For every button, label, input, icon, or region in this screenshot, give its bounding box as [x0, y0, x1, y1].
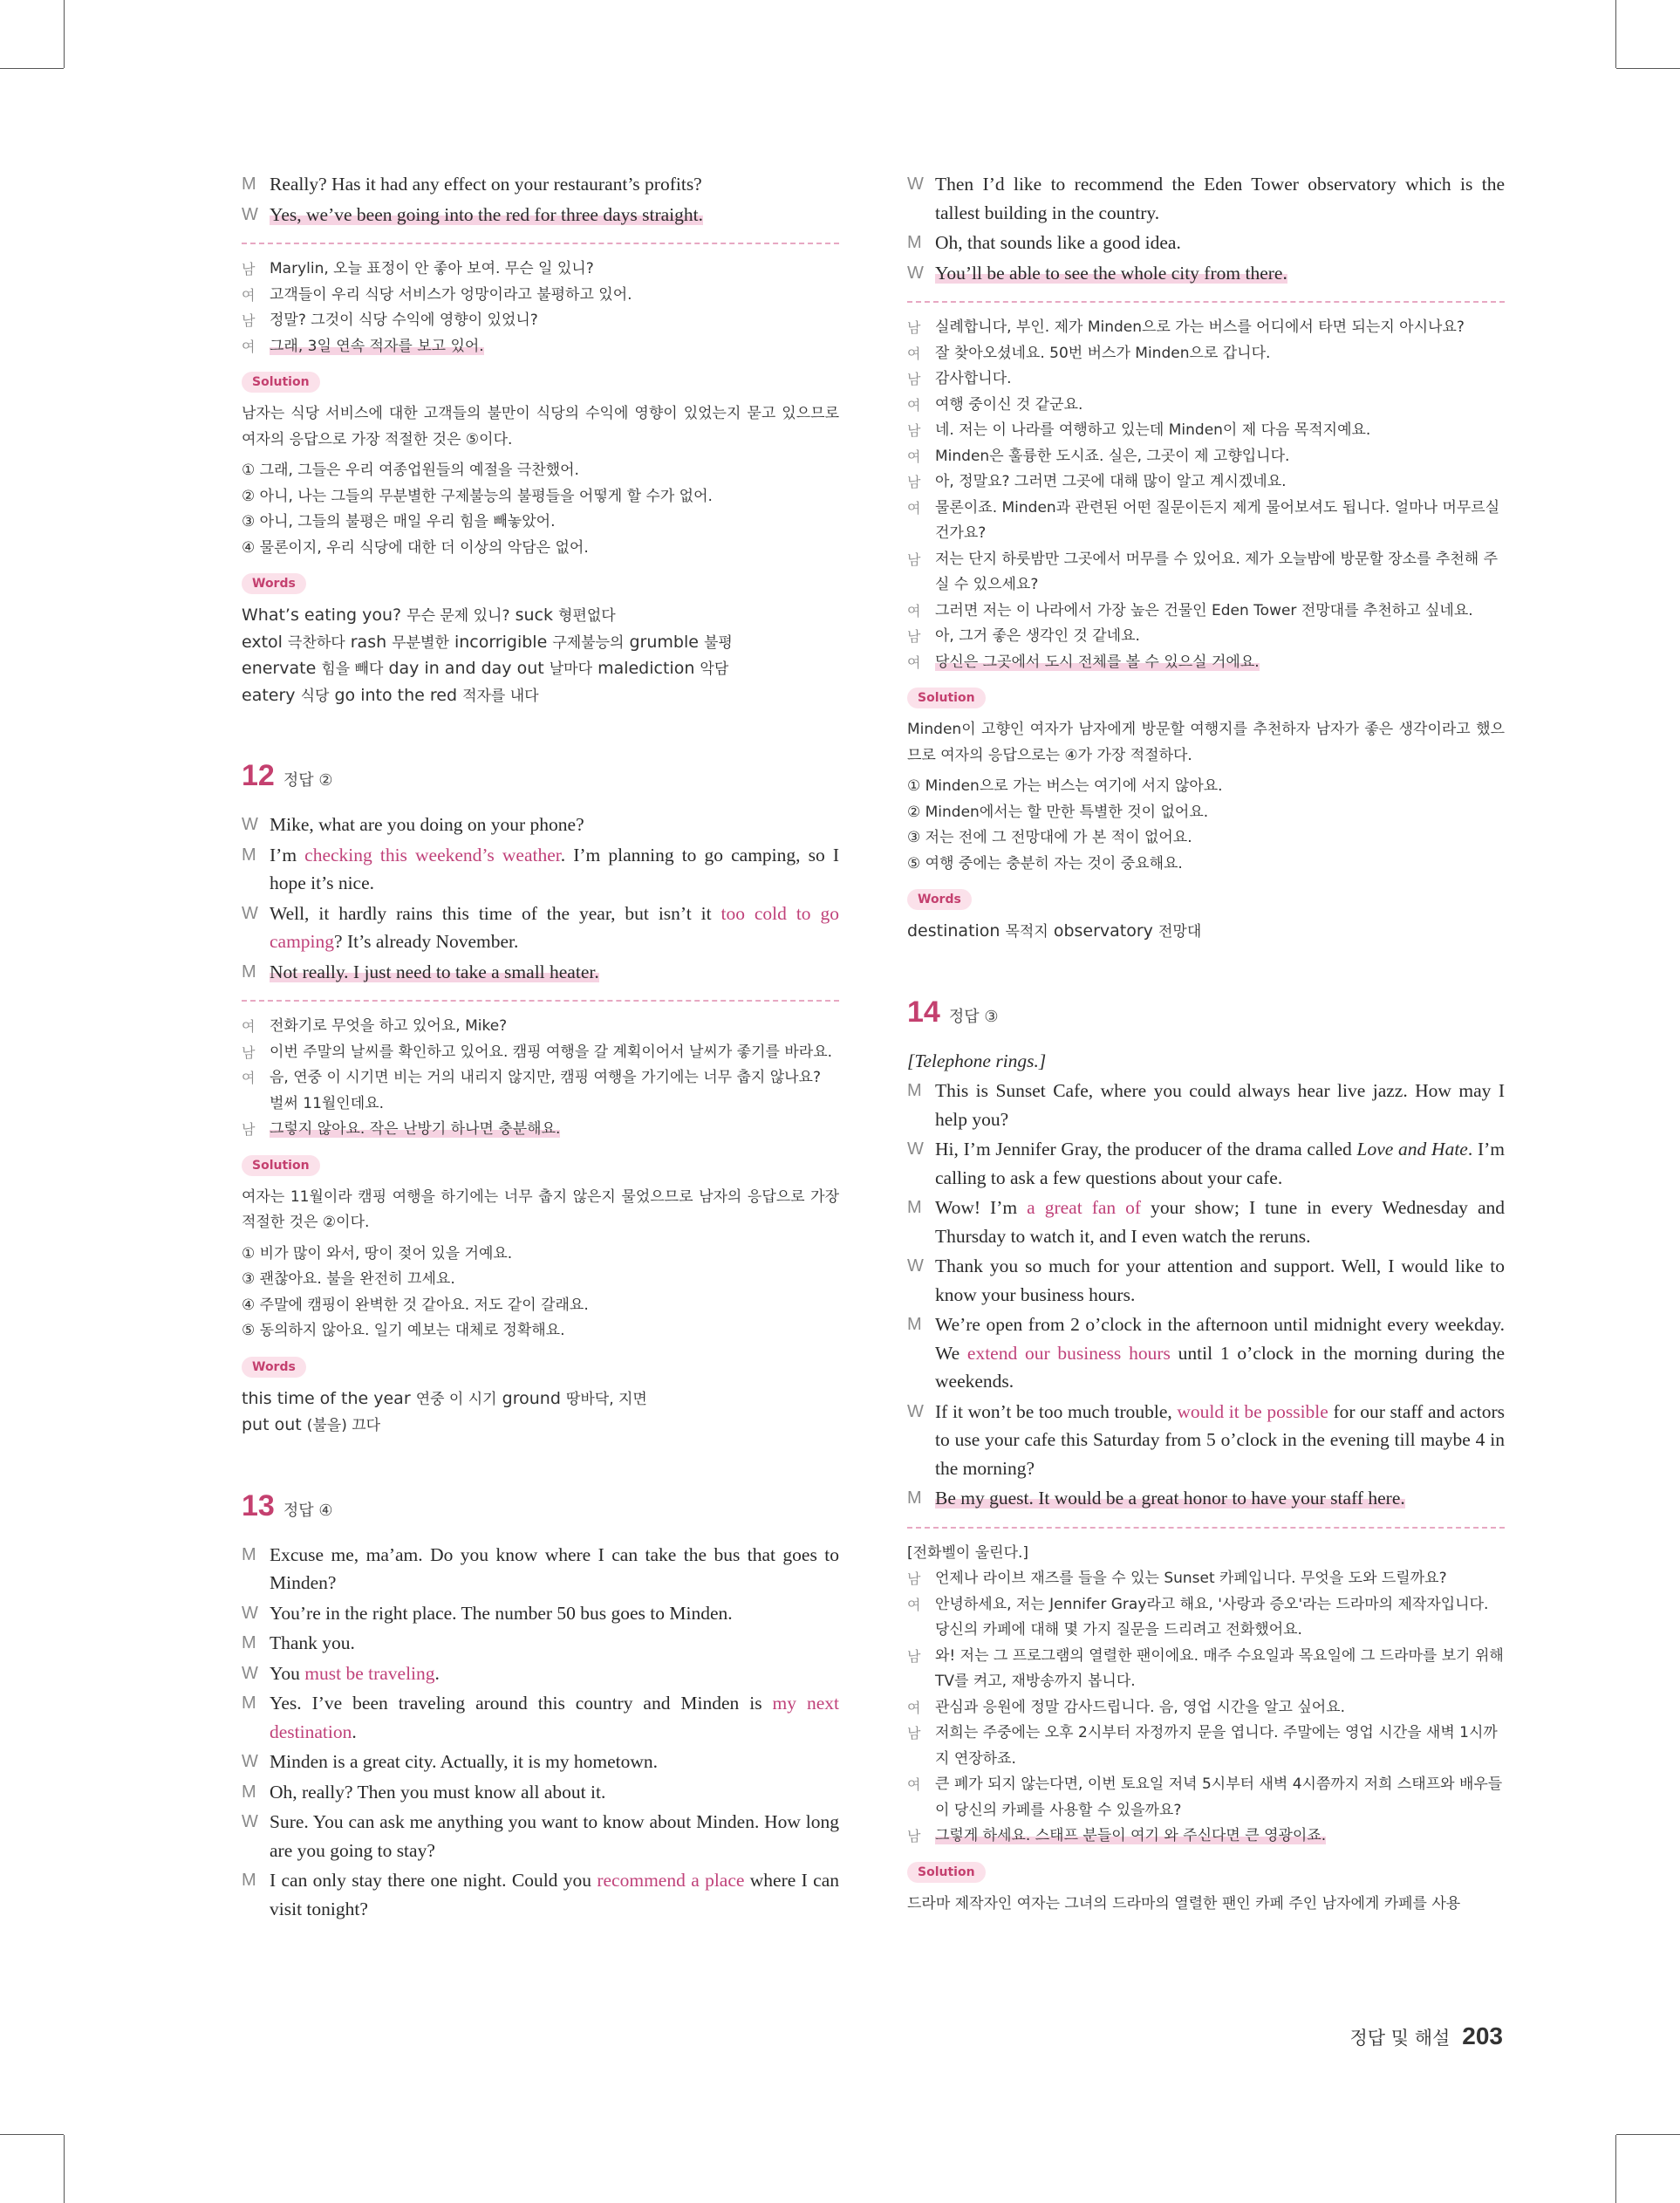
dialogue-line: [242, 257, 839, 283]
q14-dialogue-en: [907, 1047, 1505, 1513]
line-text: [전화벨이 울린다.]: [907, 1543, 1029, 1562]
line-text: We’re open from 2 o’clock in the afternoon until midnight every weekday. We: [935, 1314, 1505, 1364]
answer-label: 정답 ②: [283, 771, 333, 790]
highlighted-text: 당신은 그곳에서 도시 전체를 볼 수 있으실 거에요.: [935, 653, 1260, 671]
line-text: 물론이죠. Minden과 관련된 어떤 질문이든지 제게 물어보셔도 됩니다. 얼마나 머무르실 건가요?: [935, 498, 1500, 542]
speaker-label: 남: [907, 1725, 921, 1741]
speaker-label: M: [907, 233, 922, 252]
key-phrase: too cold to go camping: [270, 902, 839, 952]
dialogue-line: [242, 1866, 839, 1923]
section-divider: [242, 243, 839, 244]
line-text: .: [352, 1721, 357, 1742]
answer-option: ③ 아니, 그들의 불평은 매일 우리 힘을 빼놓았어.: [242, 513, 556, 530]
speaker-label: W: [907, 1256, 924, 1276]
speaker-label: 여: [242, 1070, 256, 1086]
solution-badge: Solution: [907, 688, 986, 708]
speaker-label: 남: [907, 628, 921, 645]
word-row: [242, 1413, 839, 1440]
word-row: [242, 656, 839, 683]
crop-mark: [0, 2134, 64, 2135]
words-badge: Words: [242, 573, 306, 594]
crop-mark: [64, 0, 65, 68]
page-footer: [1350, 2022, 1504, 2050]
word-row: [242, 603, 839, 630]
word-ko: 식당: [300, 687, 330, 705]
line-text: I’m: [270, 844, 305, 865]
section-divider: [242, 1000, 839, 1002]
line-text: 음, 연중 이 시기면 비는 거의 내리지 않지만, 캠핑 여행을 가기에는 너무 춥지 않나요? 벌써 11월인데요.: [270, 1069, 822, 1112]
line-text: 와! 저는 그 프로그램의 열렬한 팬이에요. 매주 수요일과 목요일에 그 드라마를 보기 위해 TV를 켜고, 재방송까지 봅니다.: [935, 1646, 1504, 1690]
speaker-label: M: [242, 961, 256, 982]
answer-option: ① 비가 많이 와서, 땅이 젖어 있을 거예요.: [242, 1244, 513, 1262]
line-text: I can only stay there one night. Could you: [270, 1870, 598, 1891]
dialogue-line: [907, 315, 1505, 341]
speaker-label: 남: [907, 474, 921, 490]
q11-option-list: [242, 458, 839, 561]
speaker-label: 여: [242, 1018, 256, 1035]
line-text: If it won’t be too much trouble,: [935, 1400, 1178, 1422]
speaker-label: 여: [907, 602, 921, 619]
highlighted-text: You’ll be able to see the whole city from there.: [935, 262, 1287, 284]
q14-dialogue-ko: [907, 1541, 1505, 1850]
highlighted-text: Not really. I just need to take a small heater.: [270, 961, 599, 982]
line-text: Minden은 훌륭한 도시죠. 실은, 그곳이 제 고향입니다.: [935, 447, 1290, 465]
dialogue-line: [907, 1077, 1505, 1133]
line-text: Well, it hardly rains this time of the year, but isn’t it: [270, 902, 721, 924]
dialogue-line: [907, 1592, 1505, 1644]
dialogue-line: [242, 1117, 839, 1143]
dialogue-line: [907, 650, 1505, 676]
speaker-label: W: [907, 1139, 924, 1159]
speaker-label: W: [242, 1812, 258, 1831]
dialogue-line: [242, 1808, 839, 1864]
words-badge: Words: [907, 889, 972, 910]
dialogue-line: [907, 1310, 1505, 1396]
answer-option: ⑤ 동의하지 않아요. 일기 예보는 대체로 정확해요.: [242, 1322, 565, 1339]
speaker-label: 여: [907, 499, 921, 517]
q12-dialogue-ko: [242, 1014, 839, 1143]
dialogue-line: [907, 366, 1505, 393]
section-divider: [907, 301, 1505, 303]
italic-title: Love and Hate: [1356, 1139, 1468, 1160]
word-en: day in and day out: [388, 659, 550, 678]
word-ko: (불을) 끄다: [306, 1417, 381, 1434]
q12-dialogue-en: [242, 811, 839, 986]
dialogue-line: [907, 393, 1505, 419]
highlighted-text: 그렇지 않아요. 작은 난방기 하나면 충분해요.: [270, 1120, 561, 1138]
dialogue-line: [242, 1014, 839, 1040]
word-en: destination: [907, 921, 1006, 941]
word-en: eatery: [242, 685, 301, 705]
speaker-label: 남: [907, 1828, 921, 1844]
line-text: Excuse me, ma’am. Do you know where I can take the bus that goes to Minden?: [270, 1543, 839, 1593]
dialogue-line: [907, 547, 1505, 599]
word-en: rash: [350, 632, 393, 652]
speaker-label: W: [907, 263, 924, 283]
dialogue-line: [907, 496, 1505, 547]
speaker-label: M: [242, 845, 256, 865]
word-ko: 날마다: [549, 660, 593, 678]
q13-heading: [242, 1488, 839, 1529]
word-en: malediction: [598, 659, 700, 678]
line-text: You’re in the right place. The number 50 bus goes to Minden.: [270, 1602, 733, 1624]
q13-dialogue-ko: [907, 315, 1505, 675]
line-text: 저는 단지 하룻밤만 그곳에서 머무를 수 있어요. 제가 오늘밤에 방문할 장소를 추천해 주실 수 있으세요?: [935, 550, 1499, 593]
q13-option-list: [907, 774, 1505, 877]
speaker-label: M: [242, 1693, 256, 1713]
line-text: 아, 그거 좋은 생각인 것 같네요.: [935, 627, 1140, 645]
word-en: What’s eating you?: [242, 605, 407, 625]
line-text: 감사합니다.: [935, 370, 1012, 387]
speaker-label: 남: [907, 371, 921, 387]
footer-label: 정답 및 해설: [1349, 2028, 1451, 2049]
line-text: Thank you so much for your attention and support. Well, I would like to know your business hours.: [935, 1255, 1505, 1305]
dialogue-line: [907, 1721, 1505, 1772]
speaker-label: 여: [907, 1596, 921, 1613]
line-text: 저희는 주중에는 오후 2시부터 자정까지 문을 엽니다. 주말에는 영업 시간을 새벽 1시까지 연장하죠.: [935, 1724, 1498, 1768]
dialogue-line: [242, 1748, 839, 1776]
speaker-label: M: [907, 1488, 922, 1508]
line-text: Yes. I’ve been traveling around this country and Minden is: [270, 1693, 773, 1714]
question-number: 13: [242, 1488, 275, 1522]
answer-label: 정답 ④: [283, 1501, 333, 1520]
speaker-label: M: [242, 1871, 256, 1890]
dialogue-line: [242, 841, 839, 898]
dialogue-line: [907, 1398, 1505, 1483]
speaker-label: 남: [907, 319, 921, 336]
speaker-label: 여: [907, 1776, 921, 1793]
word-ko: 구제불능의: [552, 633, 625, 652]
word-row: [242, 630, 839, 657]
speaker-label: 여: [907, 448, 921, 465]
q12-heading: [242, 758, 839, 798]
line-text: .: [434, 1662, 440, 1684]
line-text: Oh, really? Then you must know all about it.: [270, 1781, 606, 1803]
q11-word-list: [242, 603, 839, 709]
line-text: 전화기로 무엇을 하고 있어요, Mike?: [270, 1017, 508, 1035]
q11-dialogue-en: [242, 170, 839, 229]
q13-solution-text: Minden이 고향인 여자가 남자에게 방문할 여행지를 추천하자 남자가 좋은 생각이라고 했으므로 여자의 응답으로는 ④가 가장 적절하다.: [907, 721, 1505, 764]
line-text: Hi, I’m Jennifer Gray, the producer of the drama called: [935, 1139, 1357, 1160]
speaker-label: M: [242, 1544, 256, 1564]
q13-dialogue-en-continued: [907, 170, 1505, 287]
line-text: Minden is a great city. Actually, it is my hometown.: [270, 1751, 659, 1772]
word-ko: 목적지: [1005, 923, 1048, 941]
line-text: 네. 저는 이 나라를 여행하고 있는데 Minden이 제 다음 목적지예요.: [935, 421, 1371, 439]
word-ko: 땅바닥, 지면: [565, 1390, 647, 1408]
line-text: 언제나 라이브 재즈를 들을 수 있는 Sunset 카페입니다. 무엇을 도와 드릴까요?: [935, 1570, 1447, 1587]
speaker-label: W: [242, 204, 258, 224]
word-ko: 형편없다: [558, 607, 616, 625]
stage-direction: [907, 1541, 1505, 1567]
speaker-label: 남: [242, 1043, 256, 1061]
speaker-label: 남: [907, 551, 921, 568]
speaker-label: W: [242, 1663, 258, 1683]
q12-solution-text: 여자는 11월이라 캠핑 여행을 하기에는 너무 춥지 않은지 물었으므로 남자의 응답으로 가장 적절한 것은 ②이다.: [242, 1187, 839, 1231]
word-ko: 극찬하다: [288, 633, 345, 652]
dialogue-line: [242, 1778, 839, 1807]
crop-mark: [1616, 68, 1680, 69]
speaker-label: 여: [907, 653, 921, 671]
dialogue-line: [242, 1629, 839, 1658]
word-row: [907, 919, 1505, 946]
speaker-label: M: [242, 1782, 256, 1802]
dialogue-line: [907, 1566, 1505, 1592]
line-text: 안녕하세요, 저는 Jennifer Gray라고 해요, '사랑과 증오'라는 드라마의 제작자입니다. 당신의 카페에 대해 몇 가지 질문을 드리려고 전화했어요.: [935, 1595, 1489, 1639]
speaker-label: 남: [907, 1570, 921, 1587]
speaker-label: 남: [242, 1121, 256, 1138]
question-number: 14: [907, 995, 940, 1029]
line-text: . I’m planning to go camping, so I hope it’s nice.: [270, 844, 840, 893]
line-text: Sure. You can ask me anything you want to know about Minden. How long are you going to stay?: [270, 1811, 839, 1861]
key-phrase: extend our business hours: [966, 1342, 1171, 1364]
dialogue-line: [242, 308, 839, 334]
speaker-label: M: [242, 1633, 256, 1652]
line-text: Then I’d like to recommend the Eden Tower observatory which is the tallest building in the country.: [935, 174, 1505, 223]
key-phrase: recommend a place: [597, 1870, 745, 1891]
speaker-label: W: [242, 1752, 258, 1771]
word-ko: 힘을 빼다: [321, 660, 384, 678]
dialogue-line: [242, 1599, 839, 1628]
speaker-label: 여: [907, 396, 921, 414]
dialogue-line: [907, 469, 1505, 496]
speaker-label: M: [907, 1315, 922, 1334]
key-phrase: a great fan of: [1027, 1197, 1142, 1218]
dialogue-line: [907, 1823, 1505, 1850]
word-en: extol: [242, 632, 288, 652]
speaker-label: M: [907, 1198, 922, 1217]
line-text: 이번 주말의 날씨를 확인하고 있어요. 캠핑 여행을 갈 계획이어서 날씨가 좋기를 바라요.: [270, 1043, 833, 1061]
word-en: this time of the year: [242, 1388, 416, 1408]
dialogue-line: [907, 259, 1505, 288]
answer-option: ⑤ 여행 중에는 충분히 자는 것이 중요해요.: [907, 854, 1183, 872]
q11-dialogue-ko: [242, 257, 839, 359]
line-text: 아, 정말요? 그러면 그곳에 대해 많이 알고 계시겠네요.: [935, 473, 1287, 490]
key-phrase: would it be possible: [1177, 1400, 1328, 1422]
speaker-label: 남: [907, 422, 921, 439]
speaker-label: 남: [907, 1647, 921, 1665]
dialogue-line: [907, 229, 1505, 257]
word-en: enervate: [242, 659, 322, 678]
dialogue-line: [242, 201, 839, 229]
word-en: put out: [242, 1415, 307, 1434]
word-en: suck: [515, 605, 558, 625]
key-phrase: checking this weekend’s weather: [304, 844, 561, 865]
q12-option-list: [242, 1242, 839, 1344]
dialogue-line: [242, 1541, 839, 1598]
words-badge: Words: [242, 1357, 306, 1378]
speaker-label: 여: [242, 286, 256, 304]
speaker-label: M: [907, 1081, 922, 1100]
line-text: You: [270, 1662, 305, 1684]
crop-mark: [64, 2135, 65, 2203]
highlighted-text: 그렇게 하세요. 스태프 분들이 여기 와 주신다면 큰 영광이죠.: [935, 1827, 1327, 1844]
line-text: . I’m calling to ask a few questions about your cafe.: [935, 1139, 1506, 1188]
line-text: Oh, that sounds like a good idea.: [935, 232, 1181, 253]
answer-option: ① 그래, 그들은 우리 여종업원들의 예절을 극찬했어.: [242, 462, 579, 479]
dialogue-line: [907, 444, 1505, 470]
word-row: [242, 1386, 839, 1413]
speaker-label: W: [242, 815, 258, 834]
highlighted-text: Yes, we’ve been going into the red for three days straight.: [270, 203, 703, 225]
dialogue-line: [907, 170, 1505, 227]
key-phrase: my next destination: [270, 1693, 839, 1742]
word-ko: 전망대: [1158, 923, 1202, 941]
speaker-label: W: [242, 903, 258, 923]
speaker-label: W: [907, 174, 924, 194]
line-text: Thank you.: [270, 1632, 355, 1653]
highlighted-text: Be my guest. It would be a great honor to have your staff here.: [935, 1488, 1405, 1509]
page-number: 203: [1462, 2022, 1503, 2049]
line-text: This is Sunset Cafe, where you could always hear live jazz. How may I help you?: [935, 1080, 1505, 1130]
speaker-label: M: [242, 174, 256, 194]
answer-label: 정답 ③: [948, 1007, 999, 1026]
line-text: ? It’s already November.: [334, 931, 519, 952]
q14-solution-text: 드라마 제작자인 여자는 그녀의 드라마의 열렬한 팬인 카페 주인 남자에게 카페를 사용: [907, 1894, 1461, 1912]
line-text: Wow! I’m: [935, 1197, 1028, 1218]
q14-heading: [907, 995, 1505, 1035]
speaker-label: 여: [907, 1699, 921, 1716]
section-divider: [907, 1527, 1505, 1529]
answer-option: ① Minden으로 가는 버스는 여기에 서지 않아요.: [907, 777, 1223, 795]
left-column: [242, 170, 839, 1925]
line-text: 그러면 저는 이 나라에서 가장 높은 건물인 Eden Tower 전망대를 추천하고 싶네요.: [935, 601, 1473, 619]
line-text: 실례합니다, 부인. 제가 Minden으로 가는 버스를 어디에서 타면 되는지 아시나요?: [935, 318, 1465, 336]
answer-option: ② Minden에서는 할 만한 특별한 것이 없어요.: [907, 803, 1209, 821]
word-ko: 무분별한: [392, 633, 449, 652]
line-text: Marylin, 오늘 표정이 안 좋아 보여. 무슨 일 있니?: [270, 260, 594, 277]
line-text: 고객들이 우리 식당 서비스가 엉망이라고 불평하고 있어.: [270, 285, 632, 304]
word-ko: 무슨 문제 있니?: [406, 607, 510, 625]
highlighted-text: 그래, 3일 연속 적자를 보고 있어.: [270, 337, 484, 355]
crop-mark: [1616, 2134, 1680, 2135]
word-en: incorrigible: [454, 632, 553, 652]
right-column: [907, 170, 1505, 1917]
word-en: grumble: [629, 632, 704, 652]
word-ko: 연중 이 시기: [415, 1390, 497, 1408]
dialogue-line: [907, 1135, 1505, 1192]
line-text: 잘 찾아오셨네요. 50번 버스가 Minden으로 갑니다.: [935, 344, 1271, 362]
crop-mark: [0, 68, 64, 69]
question-number: 12: [242, 759, 275, 792]
solution-badge: Solution: [242, 372, 320, 393]
answer-option: ③ 괜찮아요. 불을 완전히 끄세요.: [242, 1270, 455, 1288]
speaker-label: 여: [242, 338, 256, 355]
line-text: 관심과 응원에 정말 감사드립니다. 음, 영업 시간을 알고 싶어요.: [935, 1698, 1345, 1716]
dialogue-line: [242, 334, 839, 360]
key-phrase: must be traveling: [304, 1662, 435, 1684]
line-text: for our staff and actors to use your cafe this Saturday from 5 o’clock in the evening till maybe 4 in the morning?: [935, 1400, 1506, 1479]
dialogue-line: [907, 1194, 1505, 1250]
stage-direction: [907, 1047, 1505, 1076]
dialogue-line: [242, 1040, 839, 1066]
line-text: where I can visit tonight?: [270, 1870, 839, 1919]
line-text: Mike, what are you doing on your phone?: [270, 814, 584, 835]
dialogue-line: [242, 1689, 839, 1746]
q11-solution-text: 남자는 식당 서비스에 대한 고객들의 불만이 식당의 수익에 영향이 있었는지 묻고 있으므로 여자의 응답으로 가장 적절한 것은 ⑤이다.: [242, 405, 839, 448]
speaker-label: 남: [242, 261, 256, 277]
speaker-label: W: [907, 1401, 924, 1421]
speaker-label: 남: [242, 312, 256, 329]
answer-option: ④ 주말에 캠핑이 완벽한 것 같아요. 저도 같이 갈래요.: [242, 1296, 589, 1314]
q13-dialogue-en: [242, 1541, 839, 1924]
solution-badge: Solution: [907, 1862, 986, 1883]
word-row: [242, 683, 839, 710]
dialogue-line: [242, 170, 839, 199]
solution-badge: Solution: [242, 1155, 320, 1176]
dialogue-line: [242, 1659, 839, 1688]
speaker-label: W: [242, 1603, 258, 1623]
answer-option: ④ 물론이지, 우리 식당에 대한 더 이상의 악담은 없어.: [242, 538, 589, 557]
dialogue-line: [907, 599, 1505, 625]
answer-option: ② 아니, 나는 그들의 무분별한 구제불능의 불평들을 어떻게 할 수가 없어.: [242, 487, 713, 505]
dialogue-line: [242, 811, 839, 839]
crop-mark: [1615, 0, 1616, 68]
word-ko: 악담: [700, 660, 729, 678]
dialogue-line: [907, 1484, 1505, 1513]
dialogue-line: [907, 624, 1505, 650]
line-text: 큰 폐가 되지 않는다면, 이번 토요일 저녁 5시부터 새벽 4시쯤까지 저희 스태프와 배우들이 당신의 카페를 사용할 수 있을까요?: [935, 1775, 1503, 1819]
line-text: Really? Has it had any effect on your restaurant’s profits?: [270, 174, 702, 195]
line-text: 여행 중이신 것 같군요.: [935, 395, 1083, 414]
dialogue-line: [907, 1252, 1505, 1309]
word-en: ground: [502, 1388, 566, 1408]
line-text: 정말? 그것이 식당 수익에 영향이 있었니?: [270, 311, 538, 329]
line-text: [Telephone rings.]: [907, 1050, 1047, 1071]
dialogue-line: [242, 283, 839, 309]
word-ko: 불평: [703, 633, 733, 652]
dialogue-line: [242, 900, 839, 956]
q12-word-list: [242, 1386, 839, 1440]
dialogue-line: [242, 1065, 839, 1117]
dialogue-line: [907, 1772, 1505, 1823]
word-en: go into the red: [334, 685, 463, 705]
dialogue-line: [907, 341, 1505, 367]
line-text: until 1 o’clock in the morning during the weekends.: [935, 1342, 1505, 1392]
crop-mark: [1615, 2135, 1616, 2203]
dialogue-line: [907, 1644, 1505, 1695]
dialogue-line: [907, 418, 1505, 444]
speaker-label: 여: [907, 345, 921, 362]
line-text: your show; I tune in every Wednesday and Thursday to watch it, and I even watch the reruns.: [935, 1197, 1505, 1247]
word-en: observatory: [1053, 921, 1158, 941]
q13-word-list: [907, 919, 1505, 946]
dialogue-line: [907, 1695, 1505, 1721]
word-ko: 적자를 내다: [462, 687, 539, 705]
answer-option: ③ 저는 전에 그 전망대에 가 본 적이 없어요.: [907, 829, 1192, 846]
dialogue-line: [242, 958, 839, 987]
